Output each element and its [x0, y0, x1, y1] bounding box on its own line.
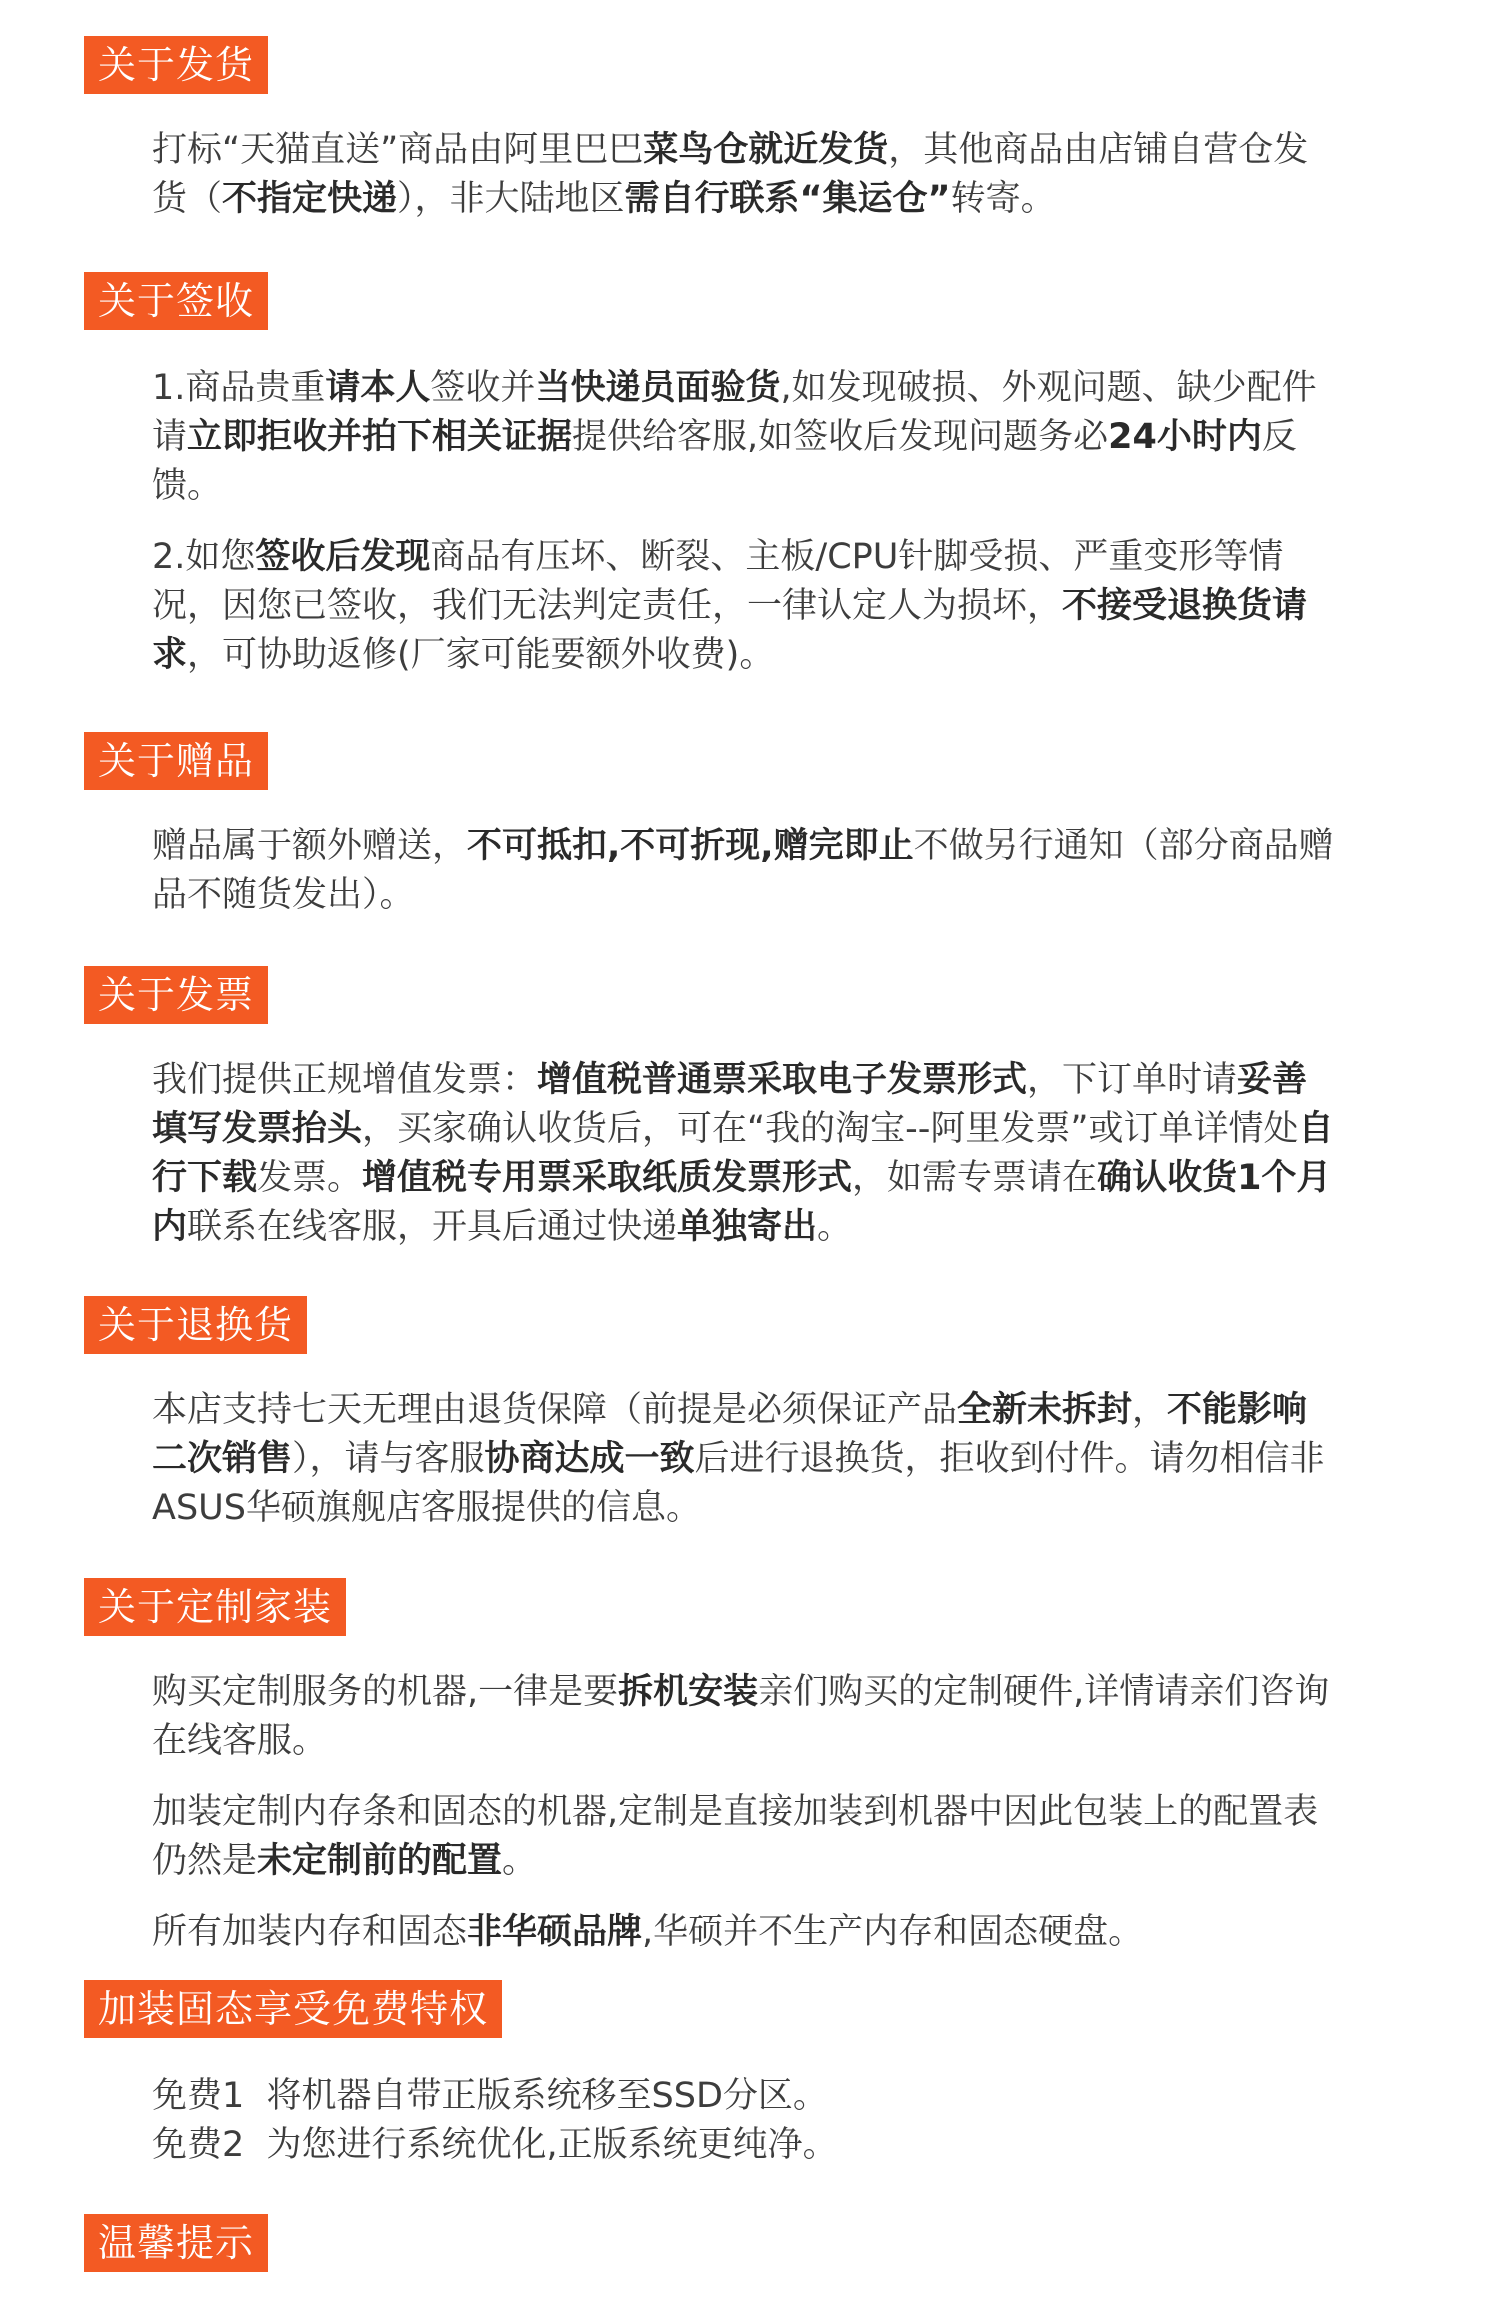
section-title-receipt: 关于签收 [84, 272, 268, 330]
section-title-gift: 关于赠品 [84, 732, 268, 790]
text-run: 提供给客服,如签收后发现问题务必 [572, 417, 1109, 457]
emphasis: 菜鸟仓就近发货 [643, 130, 889, 170]
text-run: 本店支持七天无理由退货保障（前提是必须保证产品 [152, 1390, 958, 1430]
text-run: 我们提供正规增值发票： [152, 1060, 538, 1100]
section-body-ssd-privilege [152, 2072, 1338, 2170]
section-body-custom [152, 1668, 1338, 1957]
text-run: 。 [502, 1841, 538, 1881]
section-body-returns [152, 1386, 1338, 1533]
text-run: 联系在线客服，开具后通过快递 [187, 1207, 678, 1247]
emphasis: 自行下载 [152, 1109, 1334, 1198]
text-run: 反馈。 [152, 417, 1297, 506]
paragraph [152, 822, 1338, 920]
emphasis: 不指定快递 [222, 179, 398, 219]
text-run: 所有加装内存和固态 [152, 1912, 468, 1952]
emphasis: 单独寄出 [677, 1207, 818, 1247]
section-title-shipping: 关于发货 [84, 36, 268, 94]
text-run: 发票。 [257, 1158, 363, 1198]
text-run: ,如发现破损、外观问题、缺少配件请 [152, 368, 1317, 457]
text-run: 1.商品贵重 [152, 368, 326, 408]
section-body-invoice [152, 1056, 1338, 1252]
emphasis: 拆机安装 [618, 1672, 759, 1712]
emphasis: 协商达成一致 [484, 1439, 695, 1479]
section-title-invoice: 关于发票 [84, 966, 268, 1024]
paragraph: 免费2 为您进行系统优化,正版系统更纯净。 [152, 2125, 838, 2165]
section-title-ssd-privilege: 加装固态享受免费特权 [84, 1980, 502, 2038]
emphasis: 24小时内 [1108, 417, 1262, 457]
paragraph [152, 1788, 1338, 1886]
text-run: ， [1132, 1390, 1168, 1430]
text-run: 购买定制服务的机器,一律是要 [152, 1672, 619, 1712]
text-run: ，买家确认收货后，可在“我的淘宝--阿里发票”或订单详情处 [362, 1109, 1299, 1149]
text-run: 后进行退换货，拒收到付件。请勿相信非ASUS华硕旗舰店客服提供的信息。 [152, 1439, 1325, 1528]
section-body-gift [152, 822, 1338, 920]
emphasis: 非华硕品牌 [467, 1912, 643, 1952]
text-run: 不做另行通知（部分商品赠品不随货发出）。 [152, 826, 1334, 915]
emphasis: 增值税普通票采取电子发票形式 [537, 1060, 1028, 1100]
emphasis: 妥善填写发票抬头 [152, 1060, 1308, 1149]
text-run: 。 [817, 1207, 853, 1247]
paragraph [152, 1056, 1338, 1252]
emphasis: 需自行联系“集运仓” [624, 179, 951, 219]
emphasis: 签收后发现 [255, 537, 431, 577]
text-run: 加装定制内存条和固态的机器,定制是直接加装到机器中因此包装上的配置表仍然是 [152, 1792, 1319, 1881]
emphasis: 不可抵扣,不可折现,赠完即止 [467, 826, 914, 866]
emphasis: 不接受退换货请求 [152, 586, 1308, 675]
text-run: ，其他商品由店铺自营仓发货（ [152, 130, 1309, 219]
text-run: 2.如您 [152, 537, 256, 577]
paragraph [152, 1668, 1338, 1766]
paragraph [152, 1908, 1338, 1957]
emphasis: 不能影响二次销售 [152, 1390, 1308, 1479]
emphasis: 当快递员面验货 [535, 368, 781, 408]
text-run: ），请与客服 [292, 1439, 485, 1479]
section-title-returns: 关于退换货 [84, 1296, 307, 1354]
text-run: ，下订单时请 [1027, 1060, 1238, 1100]
emphasis: 增值税专用票采取纸质发票形式 [362, 1158, 853, 1198]
section-body-shipping [152, 126, 1338, 224]
emphasis: 立即拒收并拍下相关证据 [187, 417, 573, 457]
text-run: ，可协助返修(厂家可能要额外收费)。 [187, 635, 775, 675]
text-run: 赠品属于额外赠送， [152, 826, 468, 866]
text-run: ），非大陆地区 [397, 179, 625, 219]
emphasis: 确认收货1个月内 [152, 1158, 1332, 1247]
text-run: 亲们购买的定制硬件,详情请亲们咨询在线客服。 [152, 1672, 1330, 1761]
paragraph [152, 364, 1338, 511]
paragraph: 免费1 将机器自带正版系统移至SSD分区。 [152, 2076, 828, 2116]
section-title-tips: 温馨提示 [84, 2214, 268, 2272]
text-run: 商品有压坏、断裂、主板/CPU针脚受损、严重变形等情况，因您已签收，我们无法判定责任，一律认定人为损坏， [152, 537, 1284, 626]
section-body-receipt [152, 364, 1338, 680]
paragraph [152, 533, 1338, 680]
emphasis: 全新未拆封 [957, 1390, 1133, 1430]
emphasis: 未定制前的配置 [257, 1841, 503, 1881]
section-title-custom: 关于定制家装 [84, 1578, 346, 1636]
text-run: 签收并 [430, 368, 536, 408]
paragraph [152, 126, 1338, 224]
text-run: 转寄。 [950, 179, 1056, 219]
emphasis: 请本人 [325, 368, 431, 408]
paragraph [152, 1386, 1338, 1533]
text-run: 打标“天猫直送”商品由阿里巴巴 [152, 130, 644, 170]
text-run: ,华硕并不生产内存和固态硬盘。 [642, 1912, 1144, 1952]
text-run: ，如需专票请在 [852, 1158, 1098, 1198]
